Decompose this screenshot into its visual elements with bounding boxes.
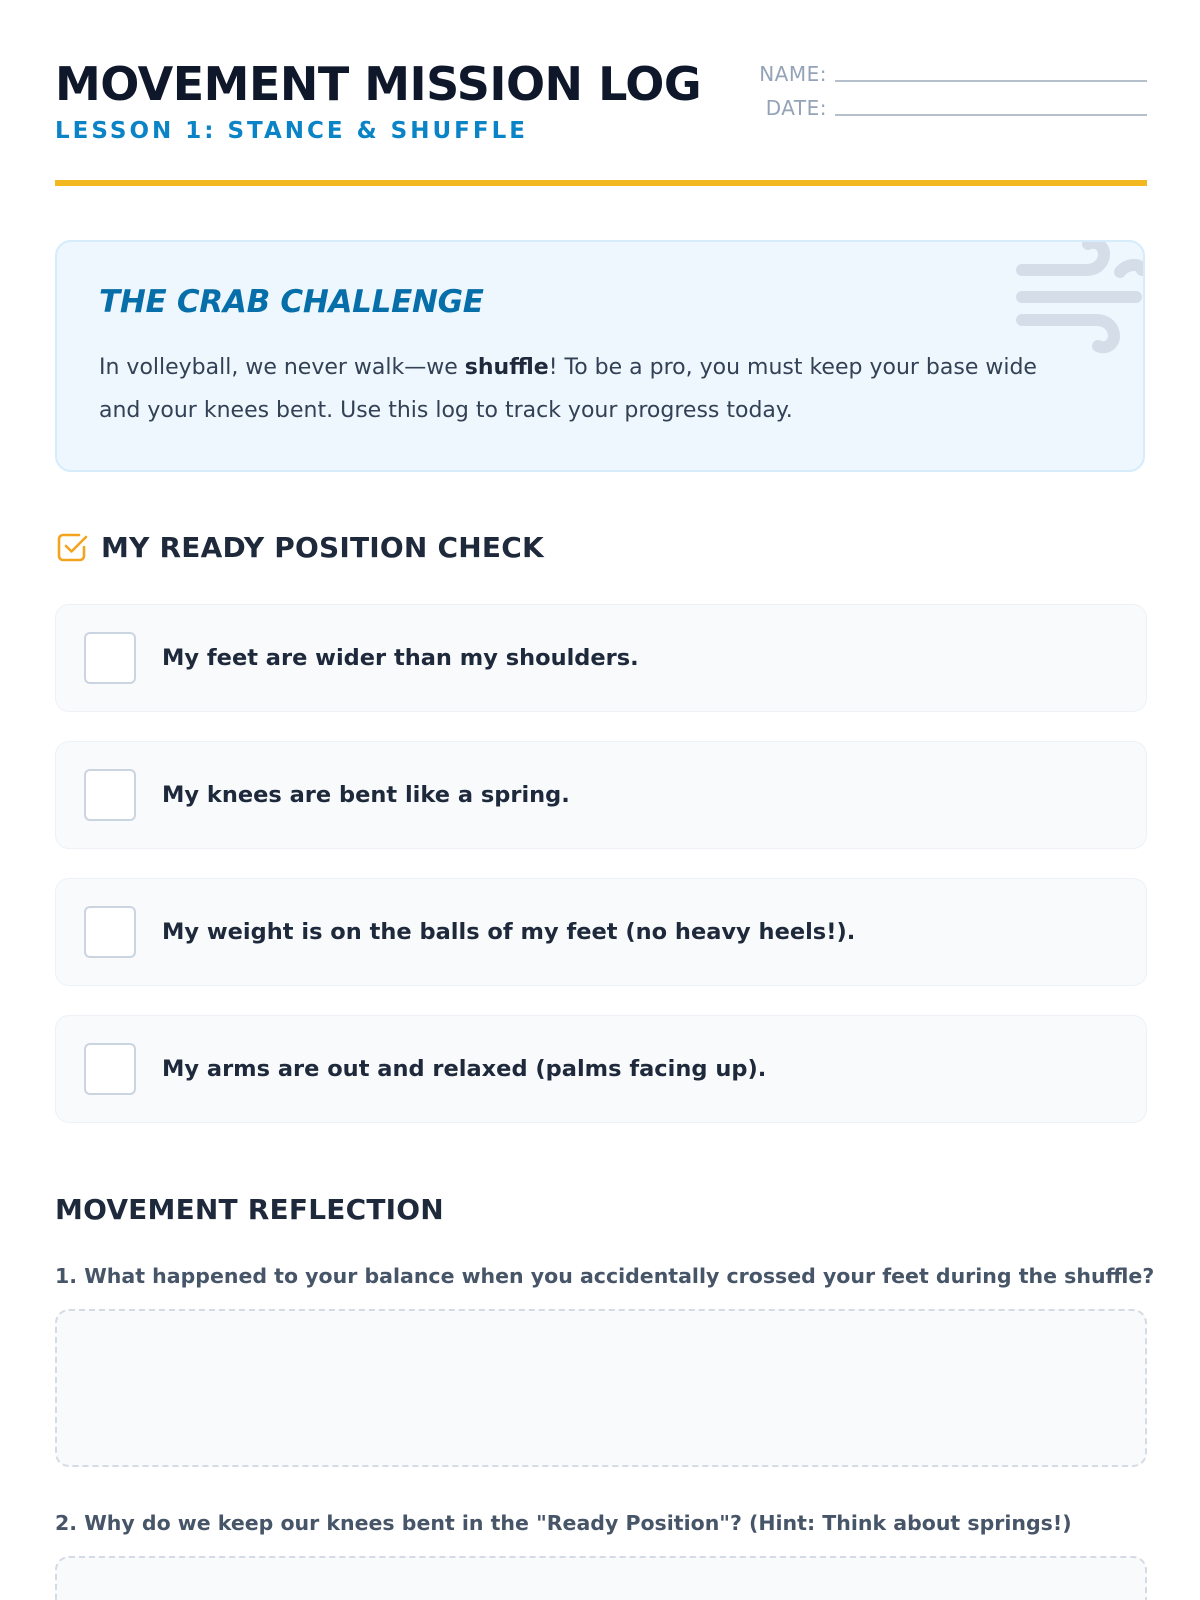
checkbox[interactable] (84, 632, 136, 684)
worksheet-header (55, 0, 1147, 190)
ready-check-title: MY READY POSITION CHECK (101, 530, 544, 564)
intro-text-bold: shuffle (464, 355, 549, 380)
reflection-answer-2[interactable] (55, 1556, 1147, 1600)
intro-card (55, 240, 1145, 472)
check-item-feet[interactable] (55, 604, 1147, 712)
checkbox[interactable] (84, 906, 136, 958)
check-item-knees[interactable] (55, 741, 1147, 849)
intro-text (99, 346, 1059, 432)
name-field[interactable] (835, 79, 1147, 82)
reflection-answer-1[interactable] (55, 1309, 1147, 1467)
name-label: NAME: (759, 62, 827, 86)
intro-text-start: In volleyball, we never walk—we (99, 355, 465, 380)
page-title: MOVEMENT MISSION LOG (55, 57, 702, 111)
wind-icon (1008, 242, 1143, 362)
date-label: DATE: (765, 96, 827, 120)
intro-text-end: ! To be a pro, you must keep your base wide and your knees bent. Use this log to track your progress today. (99, 355, 1037, 423)
intro-heading: THE CRAB CHALLENGE (99, 284, 484, 320)
date-field[interactable] (835, 113, 1147, 116)
check-item-arms[interactable] (55, 1015, 1147, 1123)
check-item-weight[interactable] (55, 878, 1147, 986)
lesson-subtitle: LESSON 1: STANCE & SHUFFLE (55, 118, 528, 144)
reflection-question-1: 1. What happened to your balance when you accidentally crossed your feet during the shuffle? (55, 1264, 1155, 1288)
name-date-block (747, 54, 1147, 122)
worksheet-page (55, 0, 1155, 1600)
checkbox[interactable] (84, 769, 136, 821)
reflection-title: MOVEMENT REFLECTION (55, 1193, 444, 1226)
check-item-label: My arms are out and relaxed (palms facing up). (162, 1056, 767, 1082)
ready-check-heading (55, 530, 544, 564)
checkbox[interactable] (84, 1043, 136, 1095)
name-row (747, 54, 1147, 88)
check-item-label: My weight is on the balls of my feet (no heavy heels!). (162, 919, 856, 945)
reflection-question-2: 2. Why do we keep our knees bent in the "Ready Position"? (Hint: Think about springs!) (55, 1511, 1072, 1535)
check-item-label: My feet are wider than my shoulders. (162, 645, 639, 671)
checkbox-checked-icon (55, 530, 89, 564)
check-item-label: My knees are bent like a spring. (162, 782, 570, 808)
date-row (747, 88, 1147, 122)
header-divider (55, 180, 1147, 186)
